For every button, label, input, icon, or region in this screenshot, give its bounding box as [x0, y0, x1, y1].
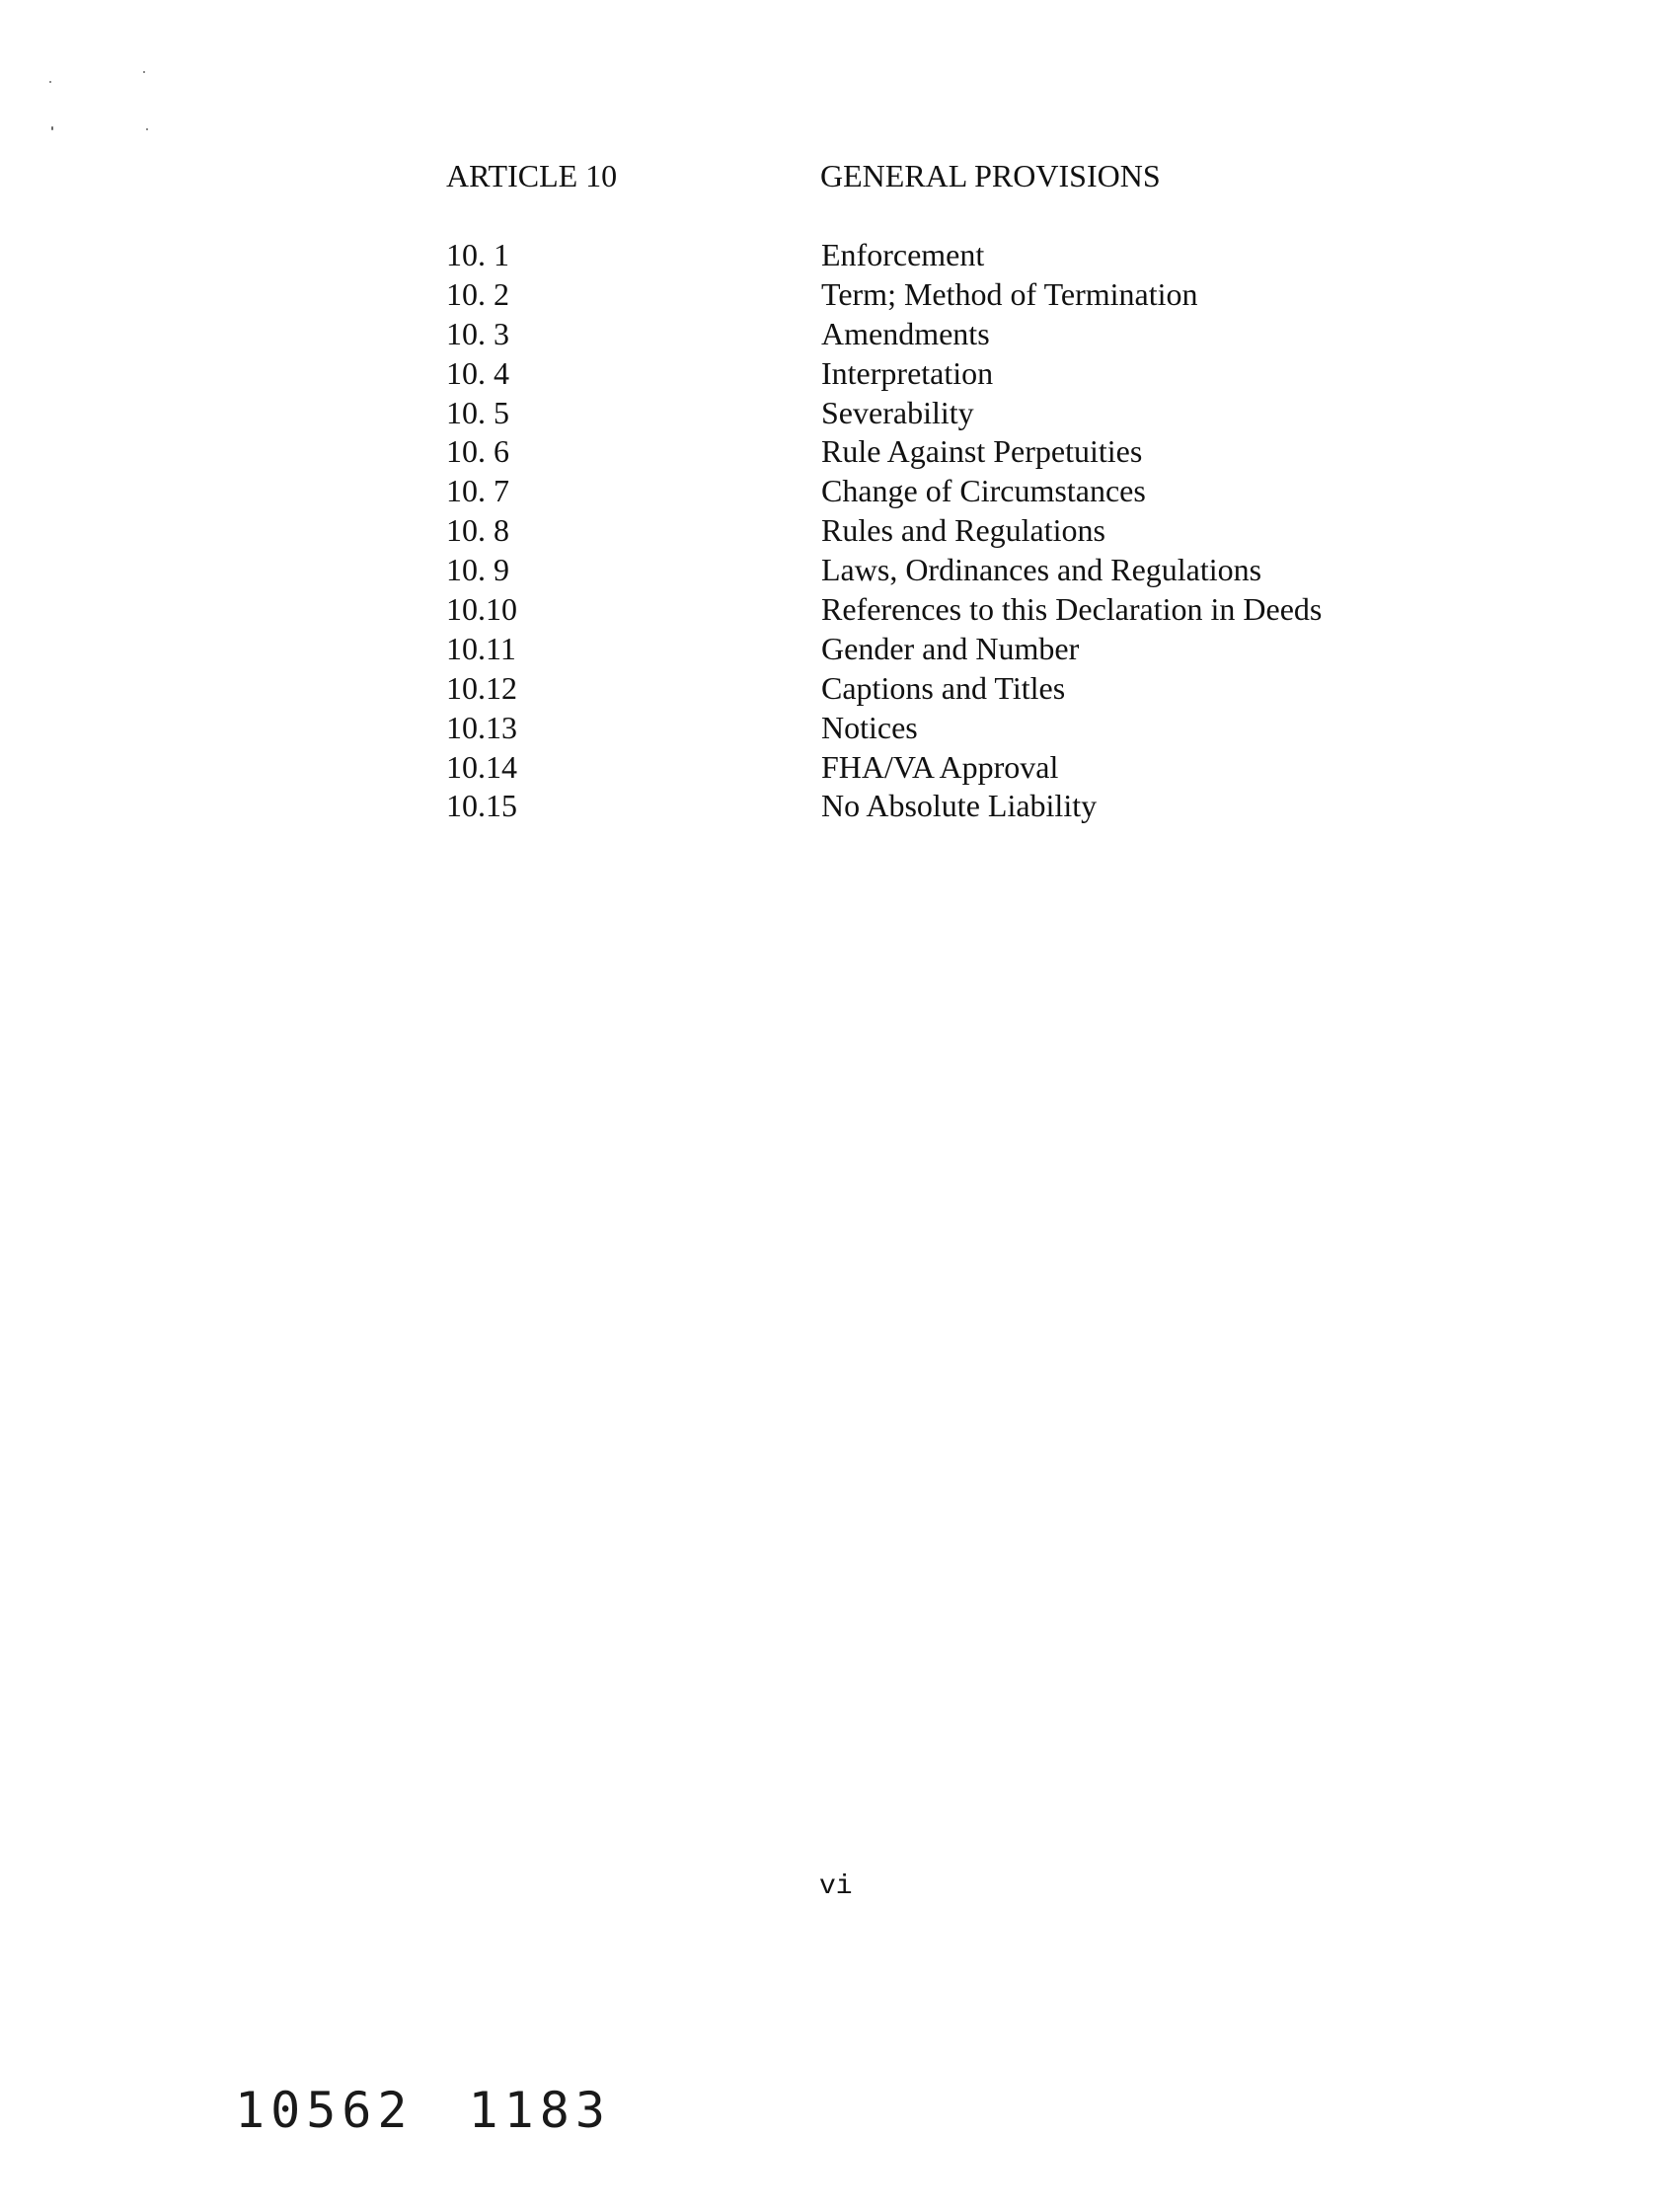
- recording-stamp: [235, 2081, 611, 2140]
- article-title: GENERAL PROVISIONS: [820, 158, 1161, 193]
- toc-row: [446, 274, 1433, 314]
- stamp-book-number: 10562: [235, 2082, 414, 2139]
- toc-row: [446, 668, 1433, 708]
- section-title: No Absolute Liability: [821, 788, 1098, 824]
- section-title: Interpretation: [821, 354, 994, 391]
- toc-row: [446, 629, 1433, 668]
- section-number: 10. 9: [446, 552, 509, 588]
- section-number: 10.12: [446, 669, 517, 706]
- section-title: Severability: [821, 394, 974, 430]
- section-title: FHA/VA Approval: [821, 748, 1059, 785]
- section-number: 10.13: [446, 709, 517, 745]
- toc-row: [446, 550, 1433, 589]
- section-number: 10.10: [446, 591, 517, 628]
- section-title: Rule Against Perpetuities: [821, 433, 1143, 470]
- section-number: 10. 3: [446, 315, 509, 351]
- toc-row: [446, 314, 1433, 353]
- toc-row: [446, 589, 1433, 629]
- section-title: Laws, Ordinances and Regulations: [821, 552, 1262, 588]
- section-title: Captions and Titles: [821, 669, 1066, 706]
- section-title: Term; Method of Termination: [821, 275, 1198, 312]
- toc-row: [446, 786, 1433, 825]
- toc-row: [446, 353, 1433, 393]
- section-title: Notices: [821, 709, 918, 745]
- toc-row: [446, 708, 1433, 747]
- scan-speck: [51, 126, 53, 130]
- section-number: 10. 7: [446, 473, 509, 509]
- scan-speck: [49, 81, 51, 83]
- section-number: 10.15: [446, 788, 517, 824]
- section-title: Change of Circumstances: [821, 473, 1146, 509]
- page-number: vi: [819, 1871, 853, 1902]
- section-number: 10. 8: [446, 512, 509, 549]
- section-number: 10.14: [446, 748, 517, 785]
- toc-row: [446, 747, 1433, 787]
- section-number: 10. 4: [446, 354, 509, 391]
- section-title: Gender and Number: [821, 630, 1080, 666]
- section-number: 10. 2: [446, 275, 509, 312]
- section-title: Amendments: [821, 315, 990, 351]
- toc-row: [446, 431, 1433, 471]
- section-title: Rules and Regulations: [821, 512, 1105, 549]
- section-number: 10. 1: [446, 237, 509, 272]
- section-title: References to this Declaration in Deeds: [821, 591, 1323, 628]
- toc-row: [446, 235, 1433, 274]
- toc-row: [446, 393, 1433, 432]
- section-number: 10. 6: [446, 433, 509, 470]
- section-number: 10. 5: [446, 394, 509, 430]
- article-number: ARTICLE 10: [446, 158, 618, 193]
- scan-speck: [146, 128, 148, 130]
- section-number: 10.11: [446, 630, 516, 666]
- stamp-page-number: 1183: [468, 2082, 611, 2139]
- table-of-contents: [446, 235, 1433, 825]
- scan-speck: [143, 71, 145, 73]
- toc-row: [446, 510, 1433, 550]
- section-title: Enforcement: [821, 237, 985, 272]
- toc-row: [446, 471, 1433, 510]
